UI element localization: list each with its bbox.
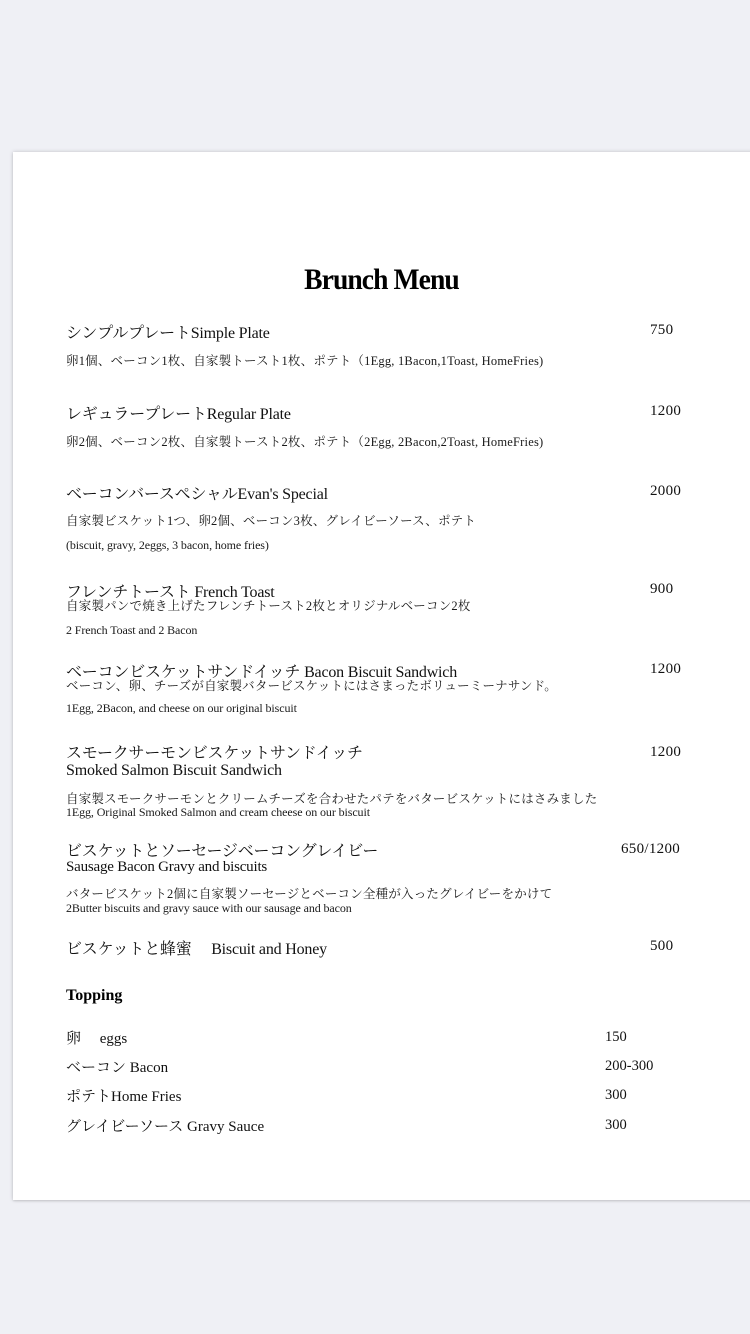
menu-item-name-bacon-biscuit-sandwich: ベーコンビスケットサンドイッチ Bacon Biscuit Sandwich [66, 664, 457, 681]
menu-item-desc-jp-evans-special: 自家製ビスケット1つ、卵2個、ベーコン3枚、グレイビーソース、ポテト [66, 514, 477, 528]
menu-item-name-french-toast: フレンチトースト French Toast [66, 584, 275, 601]
menu-item-desc-jp-bacon-biscuit-sandwich: ベーコン、卵、チーズが自家製バタービスケットにはさまったボリューミーナサンド。 [66, 679, 557, 693]
menu-item-price-sausage-gravy: 650/1200 [621, 841, 681, 857]
menu-item-desc-en-evans-special: (biscuit, gravy, 2eggs, 3 bacon, home fries) [66, 538, 269, 552]
menu-item-desc-regular-plate: 卵2個、ベーコン2枚、自家製トースト2枚、ポテト（2Egg, 2Bacon,2Toast, HomeFries) [66, 435, 544, 449]
menu-item-name-simple-plate: シンプルプレートSimple Plate [66, 325, 270, 342]
topping-item-price-eggs: 150 [605, 1029, 627, 1045]
menu-item-price-regular-plate: 1200 [650, 403, 682, 419]
menu-item-price-simple-plate: 750 [650, 322, 674, 338]
menu-item-desc-en-smoked-salmon: 1Egg, Original Smoked Salmon and cream cheese on our biscuit [66, 805, 370, 819]
topping-item-price-home-fries: 300 [605, 1087, 627, 1103]
menu-item-desc-en-bacon-biscuit-sandwich: 1Egg, 2Bacon, and cheese on our original biscuit [66, 701, 297, 715]
menu-item-price-bacon-biscuit-sandwich: 1200 [650, 661, 682, 677]
menu-item-price-french-toast: 900 [650, 581, 674, 597]
menu-item-name-regular-plate: レギュラープレートRegular Plate [66, 406, 291, 423]
menu-item-name-evans-special: ベーコンバースペシャルEvan's Special [66, 486, 328, 503]
menu-item-desc-jp-smoked-salmon: 自家製スモークサーモンとクリームチーズを合わせたパテをバタービスケットにはさみました [66, 792, 598, 806]
menu-item-price-biscuit-honey: 500 [650, 938, 674, 954]
menu-item-desc-simple-plate: 卵1個、ベーコン1枚、自家製トースト1枚、ポテト（1Egg, 1Bacon,1Toast, HomeFries) [66, 354, 544, 368]
menu-sheet [13, 152, 750, 1200]
menu-item-name-jp-smoked-salmon: スモークサーモンビスケットサンドイッチ [66, 745, 363, 762]
menu-item-price-smoked-salmon: 1200 [650, 744, 682, 760]
topping-item-price-bacon: 200-300 [605, 1058, 654, 1074]
menu-item-name-en-sausage-gravy: Sausage Bacon Gravy and biscuits [66, 859, 268, 875]
topping-item-name-eggs: 卵 eggs [66, 1031, 128, 1047]
menu-item-name-en-smoked-salmon: Smoked Salmon Biscuit Sandwich [66, 762, 282, 779]
topping-item-price-gravy-sauce: 300 [605, 1117, 627, 1133]
menu-item-desc-en-french-toast: 2 French Toast and 2 Bacon [66, 623, 198, 637]
menu-item-desc-jp-sausage-gravy: バタービスケット2個に自家製ソーセージとベーコン全種が入ったグレイビーをかけて [66, 887, 553, 901]
topping-heading: Topping [66, 987, 123, 1004]
menu-item-name-jp-sausage-gravy: ビスケットとソーセージベーコングレイビー [66, 843, 379, 860]
menu-item-name-biscuit-honey: ビスケットと蜂蜜 Biscuit and Honey [66, 941, 327, 958]
menu-item-price-evans-special: 2000 [650, 483, 682, 499]
menu-item-desc-jp-french-toast: 自家製パンで焼き上げたフレンチトースト2枚とオリジナルベーコン2枚 [66, 599, 471, 613]
menu-item-desc-en-sausage-gravy: 2Butter biscuits and gravy sauce with our sausage and bacon [66, 901, 352, 915]
topping-item-name-home-fries: ポテトHome Fries [66, 1089, 182, 1105]
topping-item-name-gravy-sauce: グレイビーソース Gravy Sauce [66, 1119, 265, 1135]
page-title: Brunch Menu [304, 263, 459, 296]
topping-item-name-bacon: ベーコン Bacon [66, 1060, 169, 1076]
